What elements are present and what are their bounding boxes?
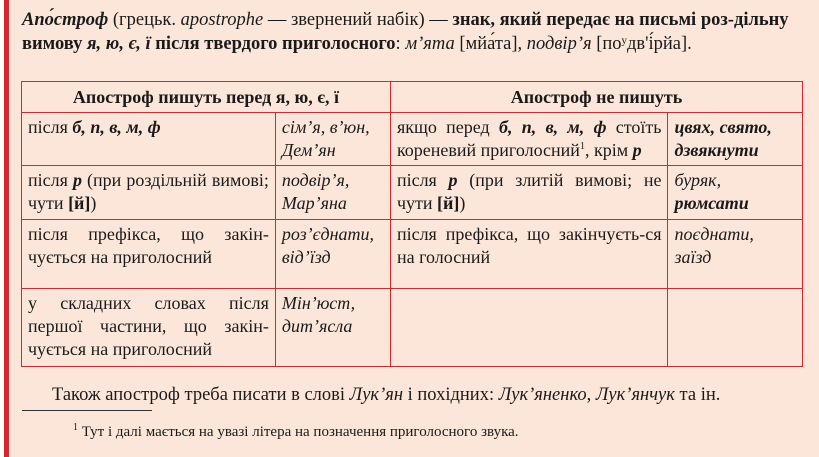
example-cell: сім’я, в’юн, Дем’ян	[275, 113, 390, 166]
table-row	[22, 166, 803, 220]
rule-cell: після префікса, що закін-чується на приголосний	[22, 220, 276, 289]
example-cell: поєднати, заїзд	[668, 220, 803, 289]
example-cell: роз’єднати, від’їзд	[275, 220, 390, 289]
header-no-apostrophe: Апостроф не пишуть	[390, 82, 802, 113]
rule-cell: у складних словах після першої частини, що закін-чується на приголосний	[22, 289, 276, 367]
accent-bar	[4, 0, 9, 457]
rule-cell: після р (при злитій вимові; не чути [й])	[390, 166, 668, 220]
example-cell: Мін’юст, дит’ясла	[275, 289, 390, 367]
term: Апо́строф	[22, 10, 109, 30]
rule-cell: після б, п, в, м, ф	[22, 113, 276, 166]
example-cell: буряк, рюмсати	[668, 166, 803, 220]
table-row	[22, 220, 803, 289]
footnote-divider	[22, 410, 152, 411]
footnote: $^1$ Тут і далі мається на увазі літера на позначення приголосного звука.	[73, 422, 519, 440]
apostrophe-rules-table	[21, 81, 803, 367]
example-cell: подвір’я, Мар’яна	[275, 166, 390, 220]
table-row	[22, 113, 803, 166]
table-header-row	[22, 82, 803, 113]
additional-note: Також апостроф треба писати в слові Лук’ян і похідних: Лук’яненко, Лук’янчук та ін.	[52, 385, 721, 405]
rule-cell: якщо перед б, п, в, м, ф стоїть кореневий приголосний$^1$, крім р	[390, 113, 668, 166]
definition-paragraph: Апо́строф (грецьк. apostrophe — звернений набік) — знак, який передає на письмі роз-дільну вимову я, ю, є, ї після твердого приголосного: м’ята [мйа́та], подвір’я [поʸдв'і́рйа].	[22, 10, 789, 54]
empty-cell	[668, 289, 803, 367]
header-write-apostrophe: Апостроф пишуть перед я, ю, є, ї	[22, 82, 391, 113]
table-row	[22, 289, 803, 367]
rule-cell: після префікса, що закінчуєть-ся на голосний	[390, 220, 668, 289]
rule-cell: після р (при роздільній вимові; чути [й])	[22, 166, 276, 220]
example-cell: цвях, свято, дзвякнути	[668, 113, 803, 166]
empty-cell	[390, 289, 668, 367]
